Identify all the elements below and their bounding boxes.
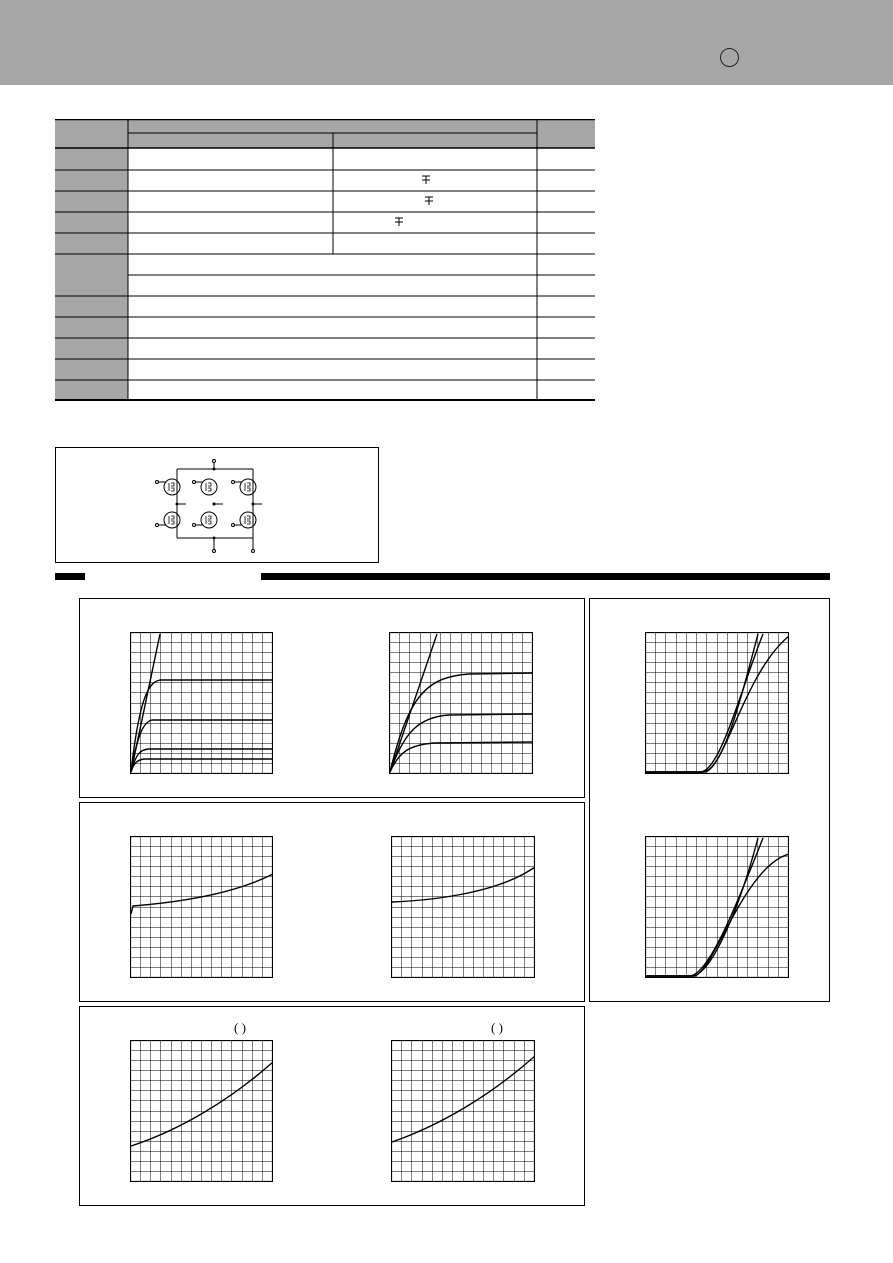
graph-temp-2	[391, 1040, 535, 1182]
spec-table	[55, 119, 595, 401]
graph-transfer-2-svg	[645, 836, 789, 978]
spec-table-grid	[55, 119, 595, 401]
graph-output-1-svg	[130, 632, 273, 774]
graph-output-1	[130, 632, 273, 774]
bracket-note-left: ( )	[234, 1020, 246, 1035]
graph-output-2	[389, 632, 533, 774]
bracket-note-right: ( )	[491, 1020, 503, 1035]
section-bar-right	[261, 573, 830, 580]
graph-transfer-2	[645, 836, 789, 978]
circuit-schematic	[56, 448, 378, 562]
graph-onres-2	[391, 836, 535, 978]
table-first-column	[55, 148, 128, 400]
circuit-diagram	[55, 447, 379, 563]
graph-output-2-svg	[389, 632, 533, 774]
graph-temp-2-svg	[391, 1040, 535, 1182]
graph-transfer-1	[645, 632, 789, 774]
header-band	[0, 0, 893, 85]
graph-temp-1	[130, 1040, 273, 1182]
graph-transfer-1-svg	[645, 632, 789, 774]
minus-plus-icon	[395, 176, 433, 226]
graph-onres-1-svg	[130, 836, 273, 978]
circle-mark-icon	[720, 48, 739, 67]
section-bar-left	[55, 573, 85, 580]
graph-onres-2-svg	[391, 836, 535, 978]
graph-temp-1-svg	[130, 1040, 273, 1182]
graph-onres-1	[130, 836, 273, 978]
